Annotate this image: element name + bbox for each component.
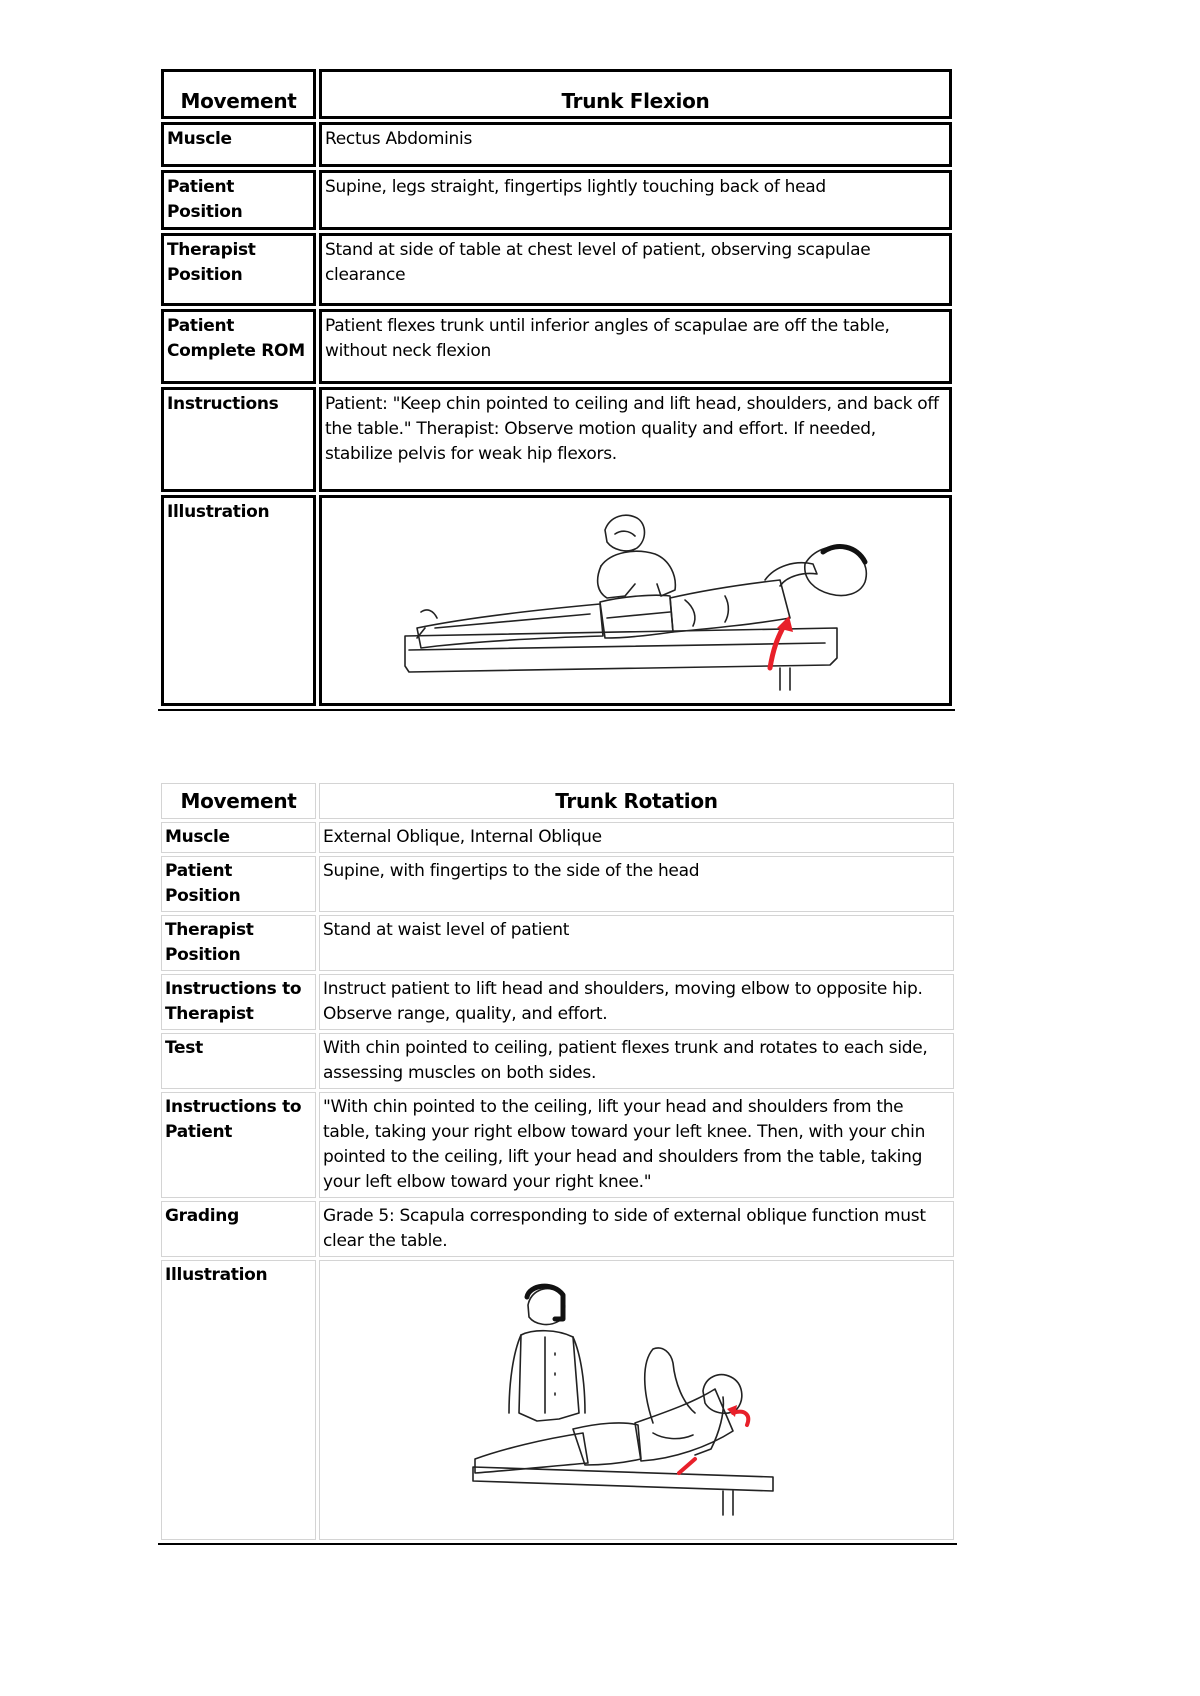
header-label: Movement xyxy=(161,69,316,119)
trunk-flexion-illustration xyxy=(325,500,945,700)
table-row xyxy=(161,974,954,1030)
row-label: Patient Complete ROM xyxy=(161,309,316,384)
row-label: Therapist Position xyxy=(161,233,316,306)
row-label: Illustration xyxy=(161,495,316,706)
table-row xyxy=(161,1033,954,1089)
row-label: Therapist Position xyxy=(161,915,316,971)
row-label: Instructions to Therapist xyxy=(161,974,316,1030)
table-row xyxy=(161,1092,954,1198)
row-value: With chin pointed to ceiling, patient flexes trunk and rotates to each side, assessing muscles on both sides. xyxy=(319,1033,954,1089)
row-label: Illustration xyxy=(161,1260,316,1540)
table-row xyxy=(161,122,952,167)
motion-arrow xyxy=(770,624,785,668)
row-label: Instructions to Patient xyxy=(161,1092,316,1198)
table-row xyxy=(161,856,954,912)
exam-table xyxy=(473,1467,773,1491)
illustration-cell xyxy=(319,495,952,706)
table-row xyxy=(161,1260,954,1540)
therapist-figure xyxy=(605,515,645,551)
row-value: Stand at waist level of patient xyxy=(319,915,954,971)
table-header-row xyxy=(161,783,954,819)
table-row xyxy=(161,1201,954,1257)
patient-torso xyxy=(670,580,790,632)
header-title: Trunk Rotation xyxy=(319,783,954,819)
table-header-row xyxy=(161,69,952,119)
row-value: Patient flexes trunk until inferior angles of scapulae are off the table, without neck flexion xyxy=(319,309,952,384)
row-value: Rectus Abdominis xyxy=(319,122,952,167)
table-row xyxy=(161,387,952,492)
row-label: Grading xyxy=(161,1201,316,1257)
row-value: External Oblique, Internal Oblique xyxy=(319,822,954,853)
row-label: Muscle xyxy=(161,122,316,167)
patient-shorts xyxy=(573,1423,641,1465)
table-row xyxy=(161,233,952,306)
row-value: "With chin pointed to the ceiling, lift your head and shoulders from the table, taking your right elbow toward your left knee. Then, with your chin pointed to the ceiling, lift your head and shoulders from the table, taking your left elbow toward your right knee." xyxy=(319,1092,954,1198)
row-value: Grade 5: Scapula corresponding to side of external oblique function must clear the table. xyxy=(319,1201,954,1257)
illustration-cell xyxy=(319,1260,954,1540)
row-label: Patient Position xyxy=(161,170,316,230)
row-label: Test xyxy=(161,1033,316,1089)
row-value: Stand at side of table at chest level of patient, observing scapulae clearance xyxy=(319,233,952,306)
table-row xyxy=(161,915,954,971)
table-row xyxy=(161,170,952,230)
header-title: Trunk Flexion xyxy=(319,69,952,119)
row-value: Patient: "Keep chin pointed to ceiling and lift head, shoulders, and back off the table." Therapist: Observe motion quality and effort. If needed, stabilize pelvis for weak hip flexors. xyxy=(319,387,952,492)
table-row xyxy=(161,495,952,706)
row-value: Instruct patient to lift head and shoulders, moving elbow to opposite hip. Observe range, quality, and effort. xyxy=(319,974,954,1030)
header-label: Movement xyxy=(161,783,316,819)
trunk-flexion-table xyxy=(158,66,955,711)
trunk-rotation-illustration xyxy=(323,1263,943,1533)
row-label: Patient Position xyxy=(161,856,316,912)
patient-legs xyxy=(417,604,603,648)
table-row xyxy=(161,822,954,853)
row-label: Muscle xyxy=(161,822,316,853)
row-value: Supine, with fingertips to the side of the head xyxy=(319,856,954,912)
trunk-rotation-table xyxy=(158,780,957,1545)
row-value: Supine, legs straight, fingertips lightly touching back of head xyxy=(319,170,952,230)
table-row xyxy=(161,309,952,384)
row-label: Instructions xyxy=(161,387,316,492)
